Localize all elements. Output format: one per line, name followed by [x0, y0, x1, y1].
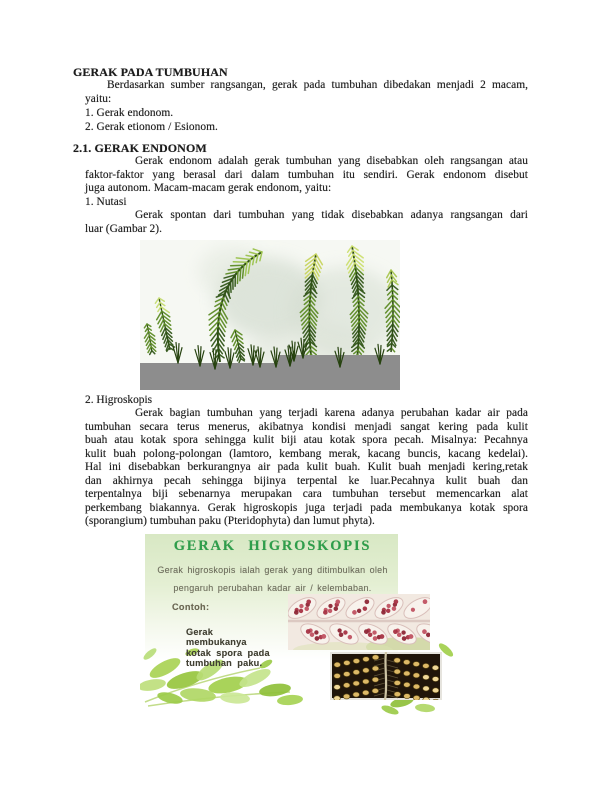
section-higroskopis-paragraph — [85, 407, 528, 529]
text-line: Gerak spontan dari tumbuhan yang tidak disebabkan adanya rangsangan dari — [135, 209, 528, 221]
example-caption — [186, 627, 281, 668]
text-line: kulit buah polong-polongan (lamtoro, kembang merak, kacang buncis, kacang kedelai). — [85, 447, 528, 460]
text-line: perkembang biakannya. Gerak higroskopis juga terjadi pada membukanya kotak spora — [85, 501, 528, 514]
text-line: 1. Gerak endonom. — [85, 106, 174, 119]
section-endonom-paragraph — [85, 155, 528, 236]
contoh-label: Contoh: — [172, 602, 210, 612]
text-line: (sporangium) tumbuhan paku (Pteridophyta) dan lumut phyta). — [85, 515, 375, 527]
text-line: membukanya — [186, 637, 247, 648]
text-line: 2. Gerak etionom / Esionom. — [85, 120, 218, 133]
text-line: dan akhirnya pecah sehingga bijinya terpental ke luar.Pecahnya kulit buah dan — [85, 474, 528, 487]
text-line: Hal ini disebabkan berkurangnya air pada kulit buah. Kulit buah menjadi kering,retak — [85, 461, 528, 473]
text-line: luar (Gambar 2). — [85, 222, 163, 235]
text-line: Gerak bagian tumbuhan yang terjadi karena adanya perubahan kadar air pada — [135, 407, 528, 419]
section-higroskopis-heading: 2. Higroskopis — [85, 394, 153, 406]
text-line: faktor-faktor yang berasal dari dalam tumbuhan itu sendiri. Gerak endonom disebut — [85, 168, 528, 181]
text-line: Gerak — [186, 627, 214, 637]
slide-title: GERAK HIGROSKOPIS — [173, 538, 372, 554]
text-line: yaitu: — [85, 92, 112, 105]
nutasi-plants-illustration — [140, 240, 400, 390]
fern-sori-image — [330, 652, 442, 700]
figure-nutasi-photo — [140, 240, 400, 390]
text-line: Gerak endonom adalah gerak tumbuhan yang disebabkan oleh rangsangan atau — [135, 155, 528, 167]
text-line: kotak spora pada — [186, 647, 270, 658]
text-line: tumbuhan paku. — [186, 657, 263, 668]
text-line: tumbuhan secara terus menerus, akibatnya kondisi menjadi sangat kering pada kulit — [85, 420, 528, 433]
doc-title: GERAK PADA TUMBUHAN — [73, 65, 228, 79]
section-endonom-heading: 2.1. GERAK ENDONOM — [73, 141, 207, 155]
text-line: Berdasarkan sumber rangsangan, gerak pada tumbuhan dibedakan menjadi 2 macam, — [107, 79, 528, 91]
ground-strip-left — [140, 363, 278, 390]
seedpod-image — [288, 594, 430, 650]
slide-subtitle-line-2: pengaruh perubahan kadar air / kelembaban. — [173, 583, 372, 593]
text-line: buah atau kotak spora sehingga kulit biji atau kotak spora pecah. Misalnya: Pecahnya — [85, 434, 528, 446]
text-line: 1. Nutasi — [85, 195, 127, 208]
text-line: terpentalnya biji sebenarnya merupakan cara tumbuhan tersebut memencarkan alat — [85, 488, 528, 500]
text-line: juga autonom. Macam-macam gerak endonom, yaitu: — [85, 182, 332, 194]
intro-paragraph — [85, 79, 528, 135]
slide-subtitle-line-1: Gerak higroskopis ialah gerak yang ditimbulkan oleh — [157, 565, 388, 575]
